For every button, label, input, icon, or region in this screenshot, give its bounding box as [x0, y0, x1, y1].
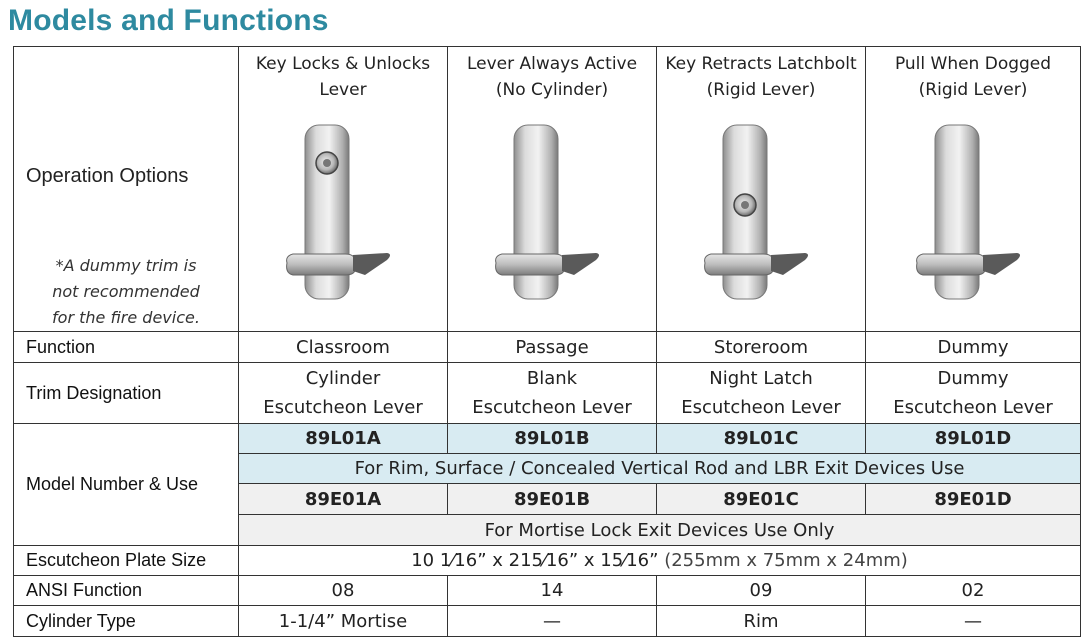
- mortise-use-note: For Mortise Lock Exit Devices Use Only: [239, 515, 1081, 546]
- ansi-row: [14, 576, 1081, 606]
- plate-size-metric: (255mm x 75mm x 24mm): [664, 550, 908, 571]
- function-row: [14, 332, 1081, 363]
- model-number: 89L01A: [239, 424, 448, 454]
- operation-label-cell: [14, 47, 239, 332]
- lever-trim-cylinder-top-icon: [283, 123, 403, 303]
- function-value: Passage: [448, 332, 657, 363]
- model-number: 89L01C: [657, 424, 866, 454]
- page-title: Models and Functions: [8, 4, 329, 37]
- option-storeroom: [657, 47, 866, 332]
- function-value: Dummy: [866, 332, 1081, 363]
- operation-row: [14, 47, 1081, 332]
- ansi-value: 09: [657, 576, 866, 606]
- lever-trim-blank-icon: [492, 123, 612, 303]
- ansi-value: 02: [866, 576, 1081, 606]
- function-value: Classroom: [239, 332, 448, 363]
- option-title-line2: Lever: [319, 80, 367, 100]
- option-passage: [448, 47, 657, 332]
- cylinder-value: 1-1/4” Mortise: [239, 606, 448, 637]
- cylinder-value: —: [448, 606, 657, 637]
- model-number: 89E01D: [866, 484, 1081, 515]
- plate-size-row: [14, 546, 1081, 576]
- trim-value: Night Latch Escutcheon Lever: [657, 363, 866, 424]
- trim-row: [14, 363, 1081, 424]
- option-title-line1: Key Retracts Latchbolt: [665, 54, 857, 74]
- trim-designation-label: Trim Designation: [14, 363, 239, 424]
- model-number: 89L01D: [866, 424, 1081, 454]
- lever-trim-dummy-icon: [913, 123, 1033, 303]
- trim-value: Blank Escutcheon Lever: [448, 363, 657, 424]
- option-classroom: [239, 47, 448, 332]
- cylinder-row: [14, 606, 1081, 637]
- plate-size-label: Escutcheon Plate Size: [14, 546, 239, 576]
- option-dummy: [866, 47, 1081, 332]
- cylinder-value: —: [866, 606, 1081, 637]
- option-title-line2: (Rigid Lever): [706, 80, 816, 100]
- ansi-value: 08: [239, 576, 448, 606]
- option-title-line2: (Rigid Lever): [918, 80, 1028, 100]
- ansi-value: 14: [448, 576, 657, 606]
- model-number-label: Model Number & Use: [14, 424, 239, 546]
- dummy-trim-note: *A dummy trim is not recommended for the fire device.: [52, 256, 200, 327]
- option-title-line1: Key Locks & Unlocks: [255, 54, 431, 74]
- trim-value: Cylinder Escutcheon Lever: [239, 363, 448, 424]
- models-table: [13, 46, 1081, 637]
- model-number: 89E01C: [657, 484, 866, 515]
- model-number: 89E01A: [239, 484, 448, 515]
- cylinder-type-label: Cylinder Type: [14, 606, 239, 637]
- model-number: 89E01B: [448, 484, 657, 515]
- option-title-line1: Lever Always Active: [466, 54, 638, 74]
- option-title-line1: Pull When Dogged: [894, 54, 1052, 74]
- rim-model-row: [14, 424, 1081, 454]
- operation-options-label: Operation Options: [26, 165, 189, 187]
- lever-trim-cylinder-bottom-icon: [701, 123, 821, 303]
- cylinder-value: Rim: [657, 606, 866, 637]
- function-label: Function: [14, 332, 239, 363]
- trim-value: Dummy Escutcheon Lever: [866, 363, 1081, 424]
- function-value: Storeroom: [657, 332, 866, 363]
- model-number: 89L01B: [448, 424, 657, 454]
- rim-use-note: For Rim, Surface / Concealed Vertical Rod and LBR Exit Devices Use: [239, 454, 1081, 484]
- ansi-function-label: ANSI Function: [14, 576, 239, 606]
- plate-size-value: [239, 546, 1081, 576]
- plate-size-imperial: 10 1⁄16” x 215⁄16” x 15⁄16”: [411, 550, 659, 571]
- option-title-line2: (No Cylinder): [495, 80, 609, 100]
